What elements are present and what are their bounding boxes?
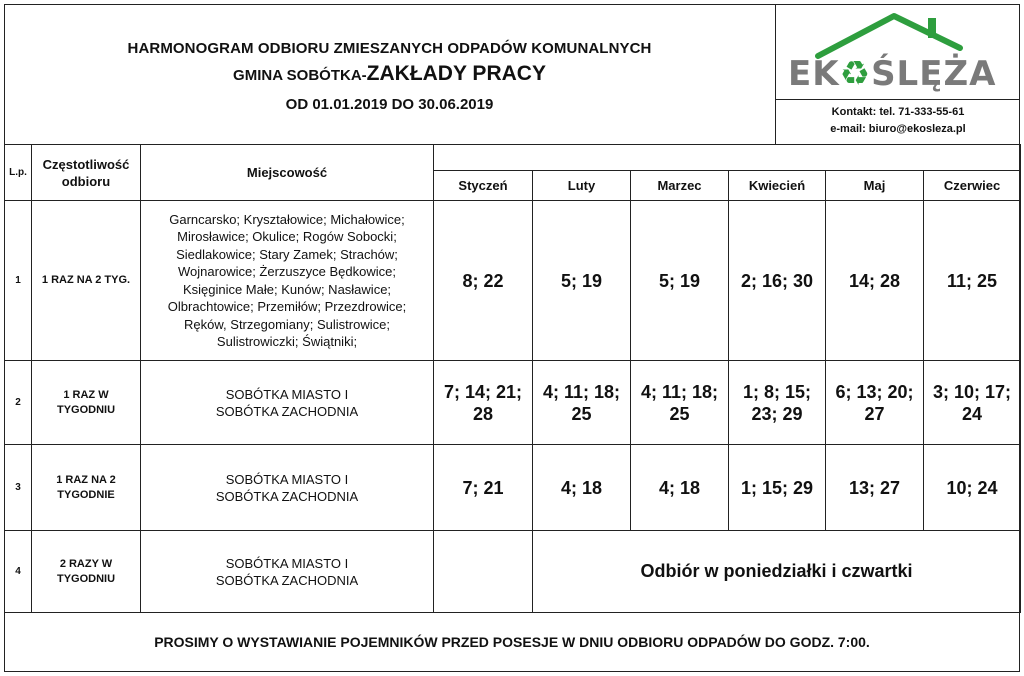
recycle-icon: ♻: [839, 54, 872, 94]
month-header: Luty: [533, 171, 631, 201]
pickup-dates: 4; 18: [631, 445, 729, 531]
table-row: [5, 201, 1021, 361]
pickup-dates: 8; 22: [434, 201, 533, 361]
table-row: [5, 361, 1021, 445]
footer-notice: PROSIMY O WYSTAWIANIE POJEMNIKÓW PRZED POSESJE W DNIU ODBIORU ODPADÓW DO GODZ. 7:00.: [154, 634, 870, 650]
pickup-dates: 5; 19: [631, 201, 729, 361]
month-header: Styczeń: [434, 171, 533, 201]
contact-info: [776, 100, 1020, 144]
pickup-note: Odbiór w poniedziałki i czwartki: [533, 531, 1021, 613]
header-municipality: GMINA SOBÓTKA-: [233, 67, 367, 84]
document-header: [4, 4, 776, 144]
row-locations: Garncarsko; Kryształowice; Michałowice; Mirosławice; Okulice; Rogów Sobocki; Siedlakowice; Stary Zamek; Strachów; Wojnarowice; Żerzuszyce Będkowice; Księginice Małe; Kunów; Nasławice; Olbrachtowice; Przemiłów; Przezdrowice; Ręków, Strzegomiany; Sulistrowice; Sulistrowiczki; Świątniki;: [141, 201, 434, 361]
month-header: Czerwiec: [924, 171, 1021, 201]
header-frequency: Częstotliwość odbioru: [32, 145, 141, 201]
table-row: [5, 531, 1021, 613]
table-row: [5, 445, 1021, 531]
header-subtitle: ZAKŁADY PRACY: [366, 62, 546, 85]
logo-wordmark: EK♻ŚLĘŻA: [788, 54, 997, 94]
pickup-dates: 6; 13; 20; 27: [826, 361, 924, 445]
row-frequency: 2 RAZY W TYGODNIU: [32, 531, 141, 613]
pickup-dates: 1; 8; 15; 23; 29: [729, 361, 826, 445]
pickup-dates: 13; 27: [826, 445, 924, 531]
month-header: Maj: [826, 171, 924, 201]
row-number: 1: [5, 201, 32, 361]
row-frequency: 1 RAZ NA 2 TYG.: [32, 201, 141, 361]
pickup-dates: 10; 24: [924, 445, 1021, 531]
contact-phone: Kontakt: tel. 71-333-55-61: [831, 106, 965, 118]
row-number: 2: [5, 361, 32, 445]
header-line-1: HARMONOGRAM ODBIORU ZMIESZANYCH ODPADÓW KOMUNALNYCH: [127, 40, 652, 57]
pickup-dates: 7; 14; 21; 28: [434, 361, 533, 445]
month-header: Kwiecień: [729, 171, 826, 201]
pickup-dates: 4; 11; 18; 25: [533, 361, 631, 445]
header-lp: L.p.: [5, 145, 32, 201]
row-number: 3: [5, 445, 32, 531]
pickup-dates: 2; 16; 30: [729, 201, 826, 361]
pickup-dates: 4; 11; 18; 25: [631, 361, 729, 445]
table-header-row: [5, 145, 1021, 171]
row-locations: SOBÓTKA MIASTO I SOBÓTKA ZACHODNIA: [141, 445, 434, 531]
row-number: 4: [5, 531, 32, 613]
company-logo: [776, 4, 1020, 100]
pickup-dates: 11; 25: [924, 201, 1021, 361]
contact-email: e-mail: biuro@ekosleza.pl: [830, 123, 966, 135]
pickup-dates: 3; 10; 17; 24: [924, 361, 1021, 445]
header-location: Miejscowość: [141, 145, 434, 201]
pickup-dates: 1; 15; 29: [729, 445, 826, 531]
row-frequency: 1 RAZ W TYGODNIU: [32, 361, 141, 445]
month-header: Marzec: [631, 171, 729, 201]
header-line-2: [4, 62, 775, 86]
pickup-dates: 4; 18: [533, 445, 631, 531]
row-frequency: 1 RAZ NA 2 TYGODNIE: [32, 445, 141, 531]
pickup-dates: 7; 21: [434, 445, 533, 531]
pickup-dates: 14; 28: [826, 201, 924, 361]
pickup-dates: 5; 19: [533, 201, 631, 361]
row-locations: SOBÓTKA MIASTO I SOBÓTKA ZACHODNIA: [141, 531, 434, 613]
schedule-table: [4, 144, 1021, 613]
row-locations: SOBÓTKA MIASTO I SOBÓTKA ZACHODNIA: [141, 361, 434, 445]
header-date-range: OD 01.01.2019 DO 30.06.2019: [285, 96, 494, 113]
